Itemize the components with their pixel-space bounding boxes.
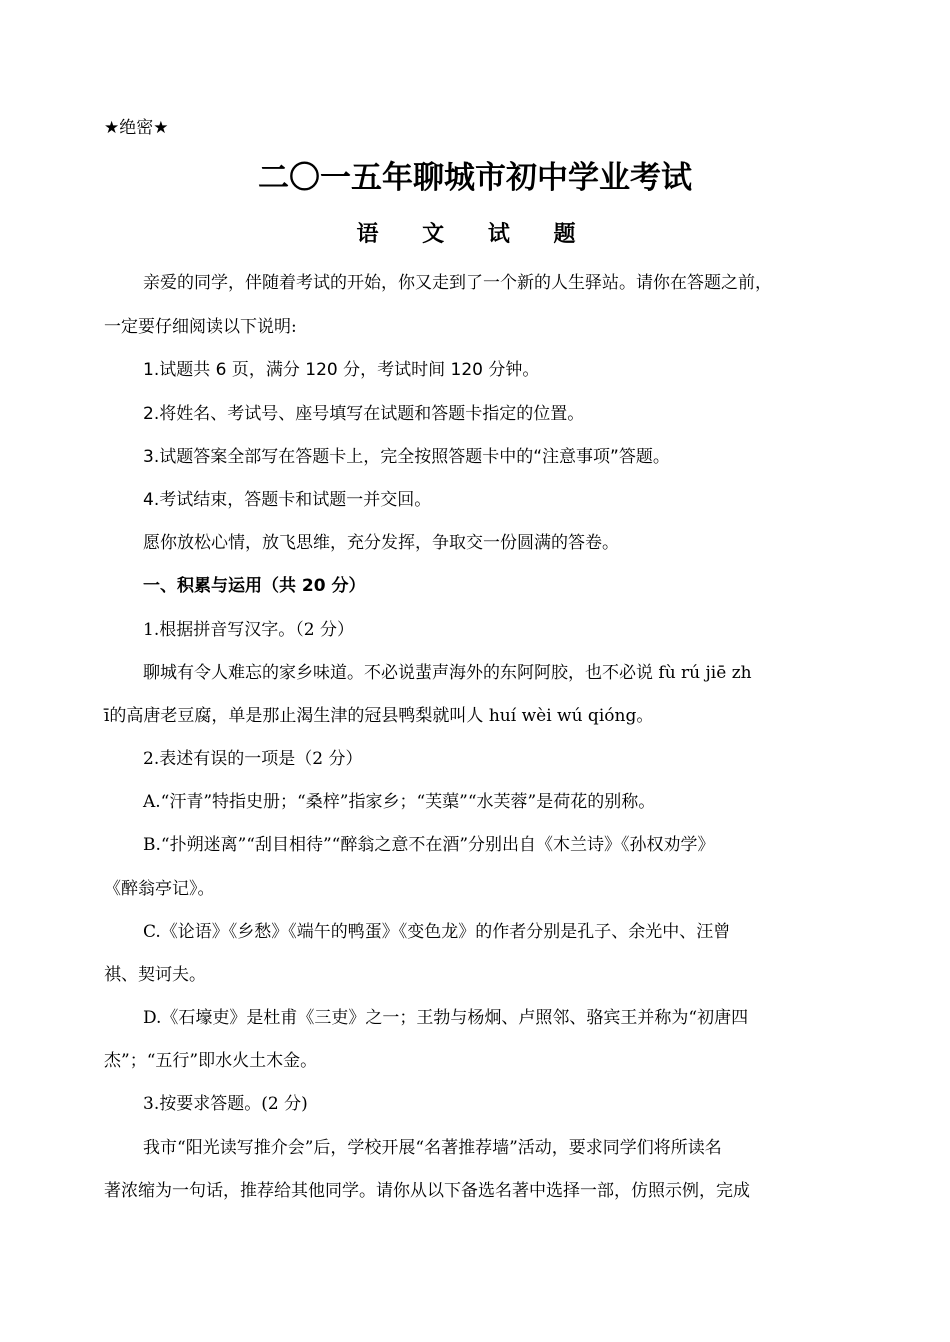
intro-line-2: 一定要仔细阅读以下说明: <box>104 317 297 337</box>
exam-subtitle: 语 文 试 题 <box>356 222 594 247</box>
instruction-2: 2.将姓名、考试号、座号填写在试题和答题卡指定的位置。 <box>143 404 585 424</box>
exam-title: 二〇一五年聊城市初中学业考试 <box>258 160 692 196</box>
instruction-3: 3.试题答案全部写在答题卡上，完全按照答题卡中的“注意事项”答题。 <box>143 447 670 467</box>
intro-line-1: 亲爱的同学，伴随着考试的开始，你又走到了一个新的人生驿站。请你在答题之前， <box>143 273 772 293</box>
question-2-option-c-line-1: C.《论语》《乡愁》《端午的鸭蛋》《变色龙》的作者分别是孔子、余光中、汪曾 <box>143 922 731 942</box>
question-2-option-d-line-1: D.《石壕吏》是杜甫《三吏》之一；王勃与杨炯、卢照邻、骆宾王并称为“初唐四 <box>143 1008 749 1028</box>
section-heading: 一、积累与运用（共 20 分） <box>143 576 366 596</box>
question-1-text-line-2: ī的高唐老豆腐，单是那止渴生津的冠县鸭梨就叫人 huí wèi wú qióng。 <box>104 706 654 726</box>
instruction-1: 1.试题共 6 页，满分 120 分，考试时间 120 分钟。 <box>143 360 540 380</box>
question-2-option-a: A.“汗青”特指史册；“桑梓”指家乡；“芙蕖”“水芙蓉”是荷花的别称。 <box>143 792 656 812</box>
question-2-option-b-line-1: B.“扑朔迷离”“刮目相待”“醉翁之意不在酒”分别出自《木兰诗》《孙权劝学》 <box>143 835 715 855</box>
question-2-option-d-line-2: 杰”；“五行”即水火土木金。 <box>104 1051 318 1071</box>
question-3-prompt: 3.按要求答题。(2 分) <box>143 1094 308 1114</box>
question-2-prompt: 2.表述有误的一项是（2 分） <box>143 749 363 769</box>
wish-text: 愿你放松心情，放飞思维，充分发挥，争取交一份圆满的答卷。 <box>143 533 619 553</box>
question-3-text-line-1: 我市“阳光读写推介会”后，学校开展“名著推荐墙”活动，要求同学们将所读名 <box>143 1138 722 1158</box>
question-2-option-c-line-2: 祺、契诃夫。 <box>104 965 206 985</box>
instruction-4: 4.考试结束，答题卡和试题一并交回。 <box>143 490 432 510</box>
confidential-label: ★绝密★ <box>104 118 169 138</box>
question-2-option-b-line-2: 《醉翁亭记》。 <box>104 879 215 899</box>
question-3-text-line-2: 著浓缩为一句话，推荐给其他同学。请你从以下备选名著中选择一部，仿照示例，完成 <box>104 1181 750 1201</box>
question-1-prompt: 1.根据拼音写汉字。（2 分） <box>143 620 354 640</box>
question-1-text-line-1: 聊城有令人难忘的家乡味道。不必说蜚声海外的东阿阿胶，也不必说 fù rú jiē zh <box>143 663 752 683</box>
